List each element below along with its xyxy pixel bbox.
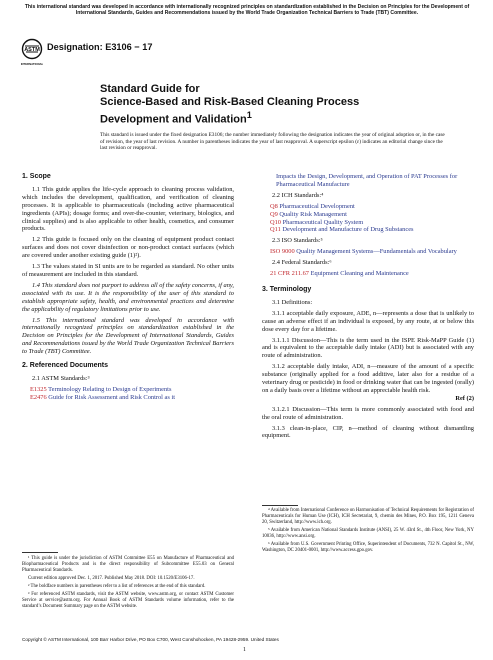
- title-line-1: Standard Guide for: [100, 83, 200, 95]
- para-3-1-3: 3.1.3 clean-in-place, CIP, n—method of cleaning without dismantling equipment.: [262, 424, 474, 440]
- para-1-4: 1.4 This standard does not purport to address all of the safety concerns, if any, associated with its use. It is the responsibility of the user of this standard to establish appropriate safety, health, and environmental practices and determine the applicability of regulatory limitations prior to use.: [22, 281, 234, 313]
- ref-title[interactable]: Quality Management Systems—Fundamentals and Vocabulary: [294, 248, 457, 256]
- footnote: ² The boldface numbers in parentheses refer to a list of references at the end of this standard.: [28, 584, 206, 589]
- footnote: Current edition approved Dec. 1, 2017. Published May 2018. DOI: 10.1520/E3106-17.: [28, 576, 195, 581]
- ref-code[interactable]: Q9: [270, 210, 278, 218]
- svg-text:INTERNATIONAL: INTERNATIONAL: [21, 62, 43, 66]
- ref-code[interactable]: Q8: [270, 202, 278, 210]
- footnote-divider: [22, 552, 58, 553]
- federal-standards-heading: 2.4 Federal Standards:⁶: [272, 259, 332, 267]
- section-scope-heading: 1. Scope: [22, 173, 51, 180]
- ref-code[interactable]: ISO 9000: [270, 248, 295, 256]
- footnote: ⁵ Available from American National Standards Institute (ANSI), 25 W. 43rd St., 4th Floor, New York, NY 10036, http://www.ansi.org.: [262, 528, 474, 539]
- ref-item[interactable]: [22, 394, 234, 402]
- para-1-5: 1.5 This international standard was developed in accordance with internationally recognized principles on standardization established in the Decision on Principles for the Development of International Standards, Guides and Recommendations issued by the World Trade Organization Technical Barriers to Trade (TBT) Committee.: [22, 316, 234, 356]
- ref-code[interactable]: E2476: [30, 393, 47, 401]
- page-number: 1: [243, 647, 246, 653]
- standard-note: This standard is issued under the fixed designation E3106; the number immediately following the designation indicates the year of original adoption or, in the case of revision, the year of last revision. A number in parentheses indicates the year of last reapproval. A superscript epsilon (ε) indicates an editorial change since the last revision or reapproval.: [100, 132, 445, 152]
- ref-title[interactable]: Terminology Relating to Design of Experiments: [46, 385, 172, 393]
- ref-title[interactable]: Guide for Risk Assessment and Risk Control as it: [46, 393, 176, 401]
- para-1-2: 1.2 This guide is focused only on the cleaning of equipment product contact surfaces and does not cover disinfection or non-product contact surfaces (which are covered under another existing guide (1)²).: [22, 236, 234, 260]
- section-terminology-heading: 3. Terminology: [262, 285, 312, 293]
- iso-standards-heading: 2.3 ISO Standards:⁵: [272, 237, 323, 245]
- ref-title[interactable]: Pharmaceutical Development: [277, 202, 355, 210]
- ref-item[interactable]: [262, 203, 474, 211]
- ref-title-continued[interactable]: Impacts the Design, Development, and Operation of PAT Processes for Pharmaceutical Manufacture: [276, 173, 458, 188]
- ref-code[interactable]: 21 CFR 211.67: [270, 270, 310, 278]
- footnotes-left: [22, 556, 234, 612]
- footnote: ⁶ Available from U.S. Government Printing Office, Superintendent of Documents, 732 N. Capitol St., NW, Washington, DC 20401-0001, http://www.access.gpo.gov.: [262, 542, 474, 553]
- para-1-3: 1.3 The values stated in SI units are to be regarded as standard. No other units of measurement are included in this standard.: [22, 263, 234, 278]
- para-3-1-1-1: 3.1.1.1 Discussion—This is the term used in the ISPE Risk-MaPP Guide (1) and is equivalent to the acceptable daily intake (ADI) but is associated with any route of administration.: [262, 336, 474, 360]
- para-3-1: 3.1 Definitions:: [272, 298, 313, 306]
- footnotes-right: [262, 508, 474, 556]
- designation: Designation: E3106 − 17: [47, 42, 153, 52]
- title-footnote-mark: 1: [246, 110, 252, 120]
- para-1-1: 1.1 This guide applies the life-cycle approach to cleaning process validation, which includes the development, qualification, and verification of cleaning processes. It is applicable to pharmaceuticals (including active pharmaceutical ingredients (APIs); dosage forms; and over-the-counter, veterinary, biologics, and clinical supplies) and is also applicable to other health, cosmetics, and consumer products.: [22, 185, 234, 233]
- ref-item[interactable]: [262, 211, 474, 219]
- ref-item[interactable]: [262, 270, 474, 278]
- svg-text:ASTM: ASTM: [24, 47, 40, 53]
- footnote-divider: [262, 505, 298, 506]
- title-line-2: Science-Based and Risk-Based Cleaning Process Development and Validation: [100, 96, 360, 126]
- para-3-1-2-1: 3.1.2.1 Discussion—This term is more commonly associated with food and the oral route of administration.: [262, 405, 474, 421]
- document-title: [100, 83, 430, 127]
- tbt-notice: This international standard was developed in accordance with internationally recognized principles on standardization established in the Decision on Principles for the Development of International Standards, Guides and Recommendations issued by the World Trade Organization Technical Barriers to Trade (TBT) Committee.: [24, 4, 470, 17]
- astm-standards-heading: 2.1 ASTM Standards:³: [32, 374, 90, 382]
- ref-item[interactable]: [262, 248, 474, 256]
- ich-standards-heading: 2.2 ICH Standards:⁴: [272, 191, 324, 199]
- footnote: ¹ This guide is under the jurisdiction of ASTM Committee E55 on Manufacture of Pharmaceutical and Biopharmaceutical Products and is the direct responsibility of Subcommittee E55.03 on General Pharmaceutical Standards.: [22, 556, 234, 573]
- ref-code[interactable]: Q11: [270, 226, 281, 234]
- left-column: [22, 173, 234, 402]
- right-column: [262, 173, 474, 443]
- ref-title[interactable]: Pharmaceutical Quality System: [281, 218, 364, 226]
- ref-item[interactable]: [262, 219, 474, 227]
- section-referenced-documents-heading: 2. Referenced Documents: [22, 362, 108, 370]
- ref-citation: Ref (2): [455, 394, 474, 402]
- ref-title[interactable]: Equipment Cleaning and Maintenance: [309, 270, 409, 278]
- astm-logo: [21, 38, 43, 67]
- ref-title[interactable]: Development and Manufacture of Drug Substances: [280, 226, 414, 234]
- para-3-1-2: 3.1.2 acceptable daily intake, ADI, n—measure of the amount of a specific substance (originally applied for a food additive, later also for a residue of a veterinary drug or pesticide) in food or drinking water that can be ingested (orally) on a daily basis over a lifetime without an appreciable health risk.: [262, 363, 474, 394]
- copyright-line: Copyright © ASTM International, 100 Barr Harbor Drive, PO Box C700, West Conshohocken, PA 19428-2959. United States: [22, 637, 279, 642]
- ref-code[interactable]: E1325: [30, 385, 47, 393]
- para-3-1-1: 3.1.1 acceptable daily exposure, ADE, n—represents a dose that is unlikely to cause an adverse effect if an individual is exposed, by any route, at or below this dose every day for a lifetime.: [262, 309, 474, 333]
- ref-item[interactable]: [22, 386, 234, 394]
- footnote: ⁴ Available from International Conference on Harmonisation of Technical Requirements for Registration of Pharmaceuticals for Human Use (ICH), ICH Secretariat, 9, chemin des Mines, P.O. Box 195, 1211 Geneva 20, Switzerland, http://www.ich.org.: [262, 508, 474, 525]
- footnote: ³ For referenced ASTM standards, visit the ASTM website, www.astm.org, or contact ASTM Customer Service at service@astm.org. For Annual Book of ASTM Standards volume information, refer to the standard’s Document Summary page on the ASTM website.: [22, 592, 234, 609]
- ref-code[interactable]: Q10: [270, 218, 282, 226]
- ref-item[interactable]: [262, 226, 474, 234]
- ref-title[interactable]: Quality Risk Management: [277, 210, 347, 218]
